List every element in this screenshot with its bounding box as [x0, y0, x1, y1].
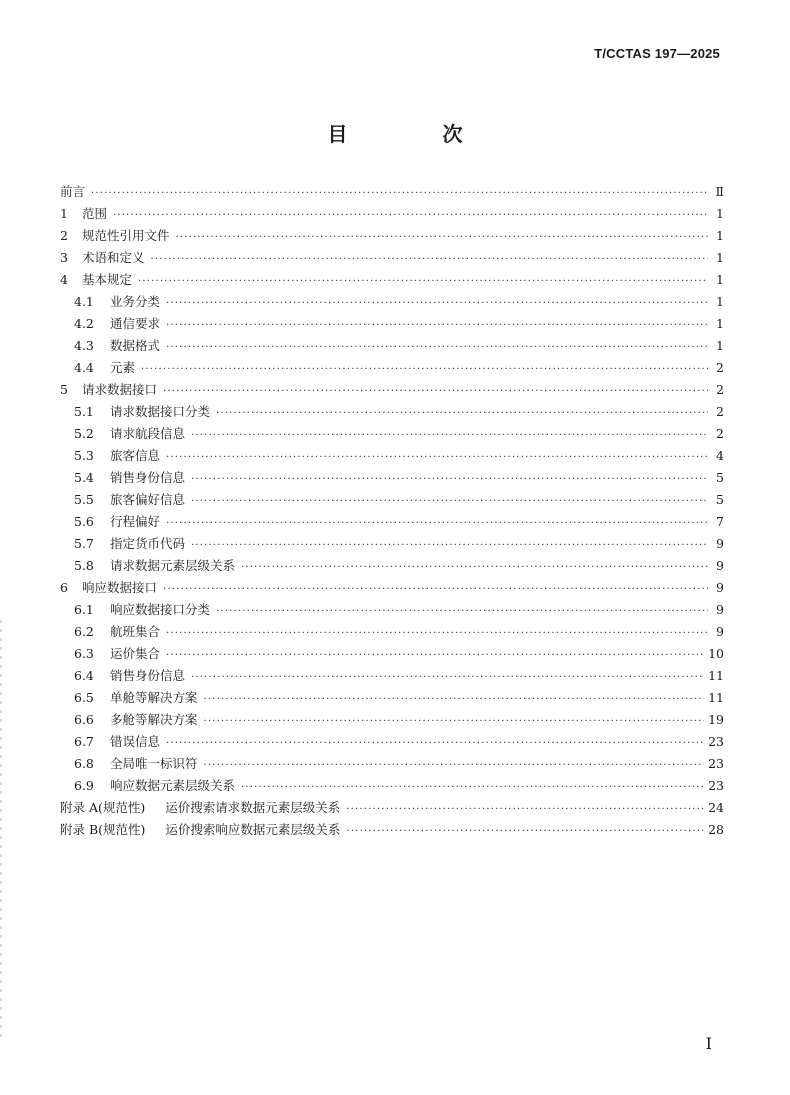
dot-leader [204, 694, 705, 705]
toc-entry[interactable] [60, 600, 724, 622]
toc-entry-title: 请求数据接口 [82, 382, 158, 397]
toc-entry-number: 6.6 [74, 712, 94, 727]
toc-entry-page: 1 [716, 250, 724, 265]
toc-entry-page: 28 [708, 822, 724, 837]
toc-entry-number: 4.3 [74, 338, 94, 353]
toc-entry-page: Ⅱ [715, 184, 724, 199]
dot-leader [166, 298, 708, 309]
toc-entry-page: 23 [708, 778, 724, 793]
dot-leader [166, 518, 708, 529]
toc-entry-number: 3 [60, 250, 68, 265]
toc-entry[interactable] [60, 556, 724, 578]
toc-entry-title: 请求航段信息 [110, 426, 186, 441]
toc-entry-title: 运价搜索响应数据元素层级关系 [165, 822, 341, 837]
page-number: I [705, 1034, 712, 1053]
toc-entry-page: 2 [716, 382, 724, 397]
toc-entry-number: 5.5 [74, 492, 94, 507]
toc-entry-page: 11 [708, 690, 724, 705]
toc-entry-page: 7 [716, 514, 724, 529]
dot-leader [191, 430, 708, 441]
dot-leader [346, 804, 704, 815]
toc-entry[interactable] [60, 424, 724, 446]
toc-entry-title: 业务分类 [110, 294, 161, 309]
toc-entry-page: 24 [708, 800, 724, 815]
toc-entry[interactable] [60, 798, 724, 820]
toc-entry-title: 旅客信息 [110, 448, 161, 463]
toc-entry-number: 4 [60, 272, 68, 287]
toc-entry-page: 1 [716, 338, 724, 353]
toc-entry[interactable] [60, 490, 724, 512]
toc-entry-title: 多舱等解决方案 [110, 712, 198, 727]
toc-entry-page: 9 [716, 536, 724, 551]
toc-entry-number: 4.4 [74, 360, 94, 375]
toc-entry-title: 规范性引用文件 [82, 228, 170, 243]
toc-entry-number: 6 [60, 580, 68, 595]
toc-entry-page: 1 [716, 294, 724, 309]
toc-entry[interactable] [60, 666, 724, 688]
dot-leader [346, 826, 704, 837]
toc-entry-number: 6.5 [74, 690, 94, 705]
toc-entry-page: 1 [716, 316, 724, 331]
toc-entry-page: 1 [716, 206, 724, 221]
toc-entry-number: 附录 B(规范性) [60, 822, 146, 837]
toc-entry-number: 6.2 [74, 624, 94, 639]
dot-leader [216, 408, 708, 419]
toc-entry-page: 5 [716, 470, 724, 485]
toc-entry[interactable] [60, 622, 724, 644]
toc-entry[interactable] [60, 358, 724, 380]
toc-entry-title: 旅客偏好信息 [110, 492, 186, 507]
toc-entry[interactable] [60, 820, 724, 842]
toc-entry-number: 6.7 [74, 734, 94, 749]
toc-entry-number: 1 [60, 206, 68, 221]
toc-entry-page: 9 [716, 580, 724, 595]
dot-leader [241, 782, 704, 793]
toc-entry[interactable] [60, 578, 724, 600]
dot-leader [166, 738, 704, 749]
dot-leader [166, 650, 704, 661]
toc-entry-title: 行程偏好 [110, 514, 161, 529]
toc-entry-title: 术语和定义 [82, 250, 145, 265]
toc-entry-number: 6.9 [74, 778, 94, 793]
toc-entry-number: 5.4 [74, 470, 94, 485]
dot-leader [166, 628, 708, 639]
toc-entry[interactable] [60, 402, 724, 424]
toc-entry-page: 2 [716, 404, 724, 419]
dot-leader [191, 474, 708, 485]
toc-entry[interactable] [60, 512, 724, 534]
page-title: 目 次 [327, 122, 507, 146]
dot-leader [166, 320, 708, 331]
dot-leader [141, 364, 708, 375]
dot-leader [204, 716, 705, 727]
toc-entry-title: 错误信息 [110, 734, 161, 749]
toc-entry[interactable] [60, 710, 724, 732]
toc-entry-page: 23 [708, 734, 724, 749]
dot-leader [138, 276, 708, 287]
toc-entry-number: 6.3 [74, 646, 94, 661]
dot-leader [216, 606, 708, 617]
toc-entry-page: 2 [716, 426, 724, 441]
toc-entry[interactable] [60, 292, 724, 314]
toc-entry[interactable] [60, 534, 724, 556]
toc-entry-number: 5.6 [74, 514, 94, 529]
toc-entry[interactable] [60, 182, 724, 204]
scan-edge-mark [0, 620, 2, 1040]
toc-entry-page: 11 [708, 668, 724, 683]
toc-entry-title: 请求数据元素层级关系 [110, 558, 236, 573]
table-of-contents [60, 182, 724, 842]
toc-entry-title: 基本规定 [82, 272, 133, 287]
dot-leader [191, 540, 708, 551]
toc-entry-number: 5.3 [74, 448, 94, 463]
dot-leader [241, 562, 708, 573]
toc-entry-number: 5.2 [74, 426, 94, 441]
toc-entry-number: 5.8 [74, 558, 94, 573]
toc-entry-title: 销售身份信息 [110, 668, 186, 683]
toc-entry-title: 前言 [60, 184, 86, 199]
toc-entry-page: 4 [716, 448, 724, 463]
toc-entry-page: 2 [716, 360, 724, 375]
dot-leader [191, 672, 704, 683]
toc-entry-number: 5.7 [74, 536, 94, 551]
toc-entry-title: 响应数据接口 [82, 580, 158, 595]
toc-entry-title: 指定货币代码 [110, 536, 186, 551]
toc-entry[interactable] [60, 468, 724, 490]
toc-entry-number: 附录 A(规范性) [60, 800, 146, 815]
toc-entry-title: 全局唯一标识符 [110, 756, 198, 771]
toc-entry-page: 10 [708, 646, 724, 661]
toc-entry-title: 请求数据接口分类 [110, 404, 211, 419]
dot-leader [191, 496, 708, 507]
toc-entry[interactable] [60, 314, 724, 336]
toc-entry-page: 1 [716, 228, 724, 243]
dot-leader [166, 342, 708, 353]
toc-entry-page: 23 [708, 756, 724, 771]
toc-entry-title: 航班集合 [110, 624, 161, 639]
toc-entry[interactable] [60, 732, 724, 754]
toc-entry[interactable] [60, 248, 724, 270]
toc-entry-title: 数据格式 [110, 338, 161, 353]
dot-leader [163, 386, 708, 397]
toc-entry[interactable] [60, 226, 724, 248]
toc-entry-title: 通信要求 [110, 316, 161, 331]
toc-entry-page: 19 [708, 712, 724, 727]
dot-leader [151, 254, 708, 265]
toc-entry-page: 5 [716, 492, 724, 507]
toc-entry-title: 运价搜索请求数据元素层级关系 [165, 800, 341, 815]
toc-entry-number: 2 [60, 228, 68, 243]
toc-entry[interactable] [60, 446, 724, 468]
toc-entry-title: 销售身份信息 [110, 470, 186, 485]
toc-entry-number: 5.1 [74, 404, 94, 419]
toc-entry-number: 6.4 [74, 668, 94, 683]
toc-entry-page: 9 [716, 558, 724, 573]
toc-entry[interactable] [60, 204, 724, 226]
dot-leader [113, 210, 708, 221]
toc-entry[interactable] [60, 336, 724, 358]
dot-leader [176, 232, 708, 243]
toc-entry[interactable] [60, 270, 724, 292]
toc-entry-title: 范围 [82, 206, 108, 221]
toc-entry[interactable] [60, 776, 724, 798]
toc-entry-number: 4.1 [74, 294, 94, 309]
toc-entry-number: 6.8 [74, 756, 94, 771]
dot-leader [166, 452, 708, 463]
toc-entry[interactable] [60, 688, 724, 710]
dot-leader [204, 760, 705, 771]
toc-entry-number: 5 [60, 382, 68, 397]
toc-entry-title: 运价集合 [110, 646, 161, 661]
toc-entry-title: 元素 [110, 360, 136, 375]
toc-entry-page: 1 [716, 272, 724, 287]
toc-entry[interactable] [60, 644, 724, 666]
toc-entry-number: 6.1 [74, 602, 94, 617]
toc-entry-page: 9 [716, 602, 724, 617]
toc-entry-title: 响应数据元素层级关系 [110, 778, 236, 793]
dot-leader [163, 584, 708, 595]
toc-entry-title: 响应数据接口分类 [110, 602, 211, 617]
toc-entry[interactable] [60, 754, 724, 776]
toc-entry-number: 4.2 [74, 316, 94, 331]
toc-entry[interactable] [60, 380, 724, 402]
toc-entry-page: 9 [716, 624, 724, 639]
dot-leader [91, 188, 708, 199]
toc-entry-title: 单舱等解决方案 [110, 690, 198, 705]
document-code: T/CCTAS 197—2025 [594, 46, 720, 61]
